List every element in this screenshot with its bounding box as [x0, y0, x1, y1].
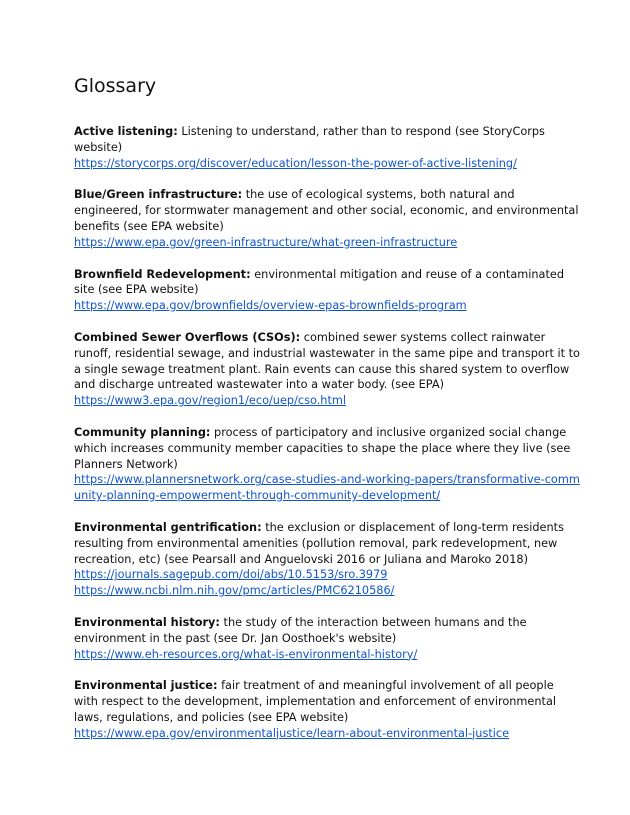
glossary-entry [74, 425, 580, 504]
glossary-definition: the exclusion or displacement of long-term residents resulting from environmental amenities (pollution removal, park redevelopment, new recreation, etc) (see Pearsall and Anguelovski 2016 or Juliana and Maroko 2018) [74, 520, 564, 566]
reference-link[interactable]: https://www.ncbi.nlm.nih.gov/pmc/articles/PMC6210586/ [74, 584, 395, 598]
glossary-term: Active listening: [74, 125, 178, 138]
reference-link[interactable]: https://www.epa.gov/brownfields/overview-epas-brownfields-program [74, 299, 467, 313]
reference-link[interactable]: https://www3.epa.gov/region1/eco/uep/cso.html [74, 394, 347, 408]
glossary-definition: the use of ecological systems, both natural and engineered, for stormwater management and other social, economic, and environmental benefits (see EPA website) [74, 188, 579, 233]
glossary-term: Combined Sewer Overflows (CSOs): [74, 330, 301, 344]
glossary-entry [74, 615, 580, 662]
reference-link[interactable]: https://storycorps.org/discover/education/lesson-the-power-of-active-listening/ [74, 156, 517, 170]
glossary-entry [74, 520, 580, 599]
reference-link[interactable]: https://www.plannersnetwork.org/case-studies-and-working-papers/transformative-community-planning-empowerment-through-community-development/ [74, 473, 580, 503]
glossary-entry [74, 187, 580, 250]
glossary-definition: Listening to understand, rather than to respond (see StoryCorps website) [74, 125, 545, 154]
reference-link[interactable]: https://www.epa.gov/green-infrastructure/what-green-infrastructure [74, 235, 458, 249]
glossary-term: Blue/Green infrastructure: [74, 188, 243, 202]
glossary-entry [74, 124, 580, 171]
glossary-definition: combined sewer systems collect rainwater runoff, residential sewage, and industrial wastewater in the same pipe and transport it to a single sewage treatment plant. Rain events can cause this shared system to overflow and discharge untreated wastewater into a water body. (see EPA) [74, 330, 580, 392]
reference-link[interactable]: https://www.epa.gov/environmentaljustice/learn-about-environmental-justice [74, 726, 510, 740]
glossary-definition: the study of the interaction between humans and the environment in the past (see Dr. Jan Oosthoek's website) [74, 615, 527, 645]
page-title: Glossary [74, 75, 157, 97]
glossary-entry [74, 267, 580, 314]
glossary-term: Community planning: [74, 425, 211, 439]
glossary-term: Brownfield Redevelopment: [74, 267, 251, 281]
glossary-entry [74, 330, 580, 409]
glossary-term: Environmental history: [74, 615, 220, 629]
glossary-definition: environmental mitigation and reuse of a contaminated site (see EPA website) [74, 267, 565, 297]
glossary-entry [74, 678, 580, 741]
reference-link[interactable]: https://journals.sagepub.com/doi/abs/10.5153/sro.3979 [74, 568, 388, 582]
glossary-term: Environmental justice: [74, 679, 218, 693]
glossary-definition: process of participatory and inclusive organized social change which increases community member capacities to shape the place where they live (see Planners Network) [74, 425, 571, 471]
glossary-term: Environmental gentrification: [74, 520, 262, 534]
reference-link[interactable]: https://www.eh-resources.org/what-is-environmental-history/ [74, 647, 418, 661]
glossary-definition: fair treatment of and meaningful involvement of all people with respect to the development, implementation and enforcement of environmental laws, regulations, and policies (see EPA website) [74, 679, 557, 724]
